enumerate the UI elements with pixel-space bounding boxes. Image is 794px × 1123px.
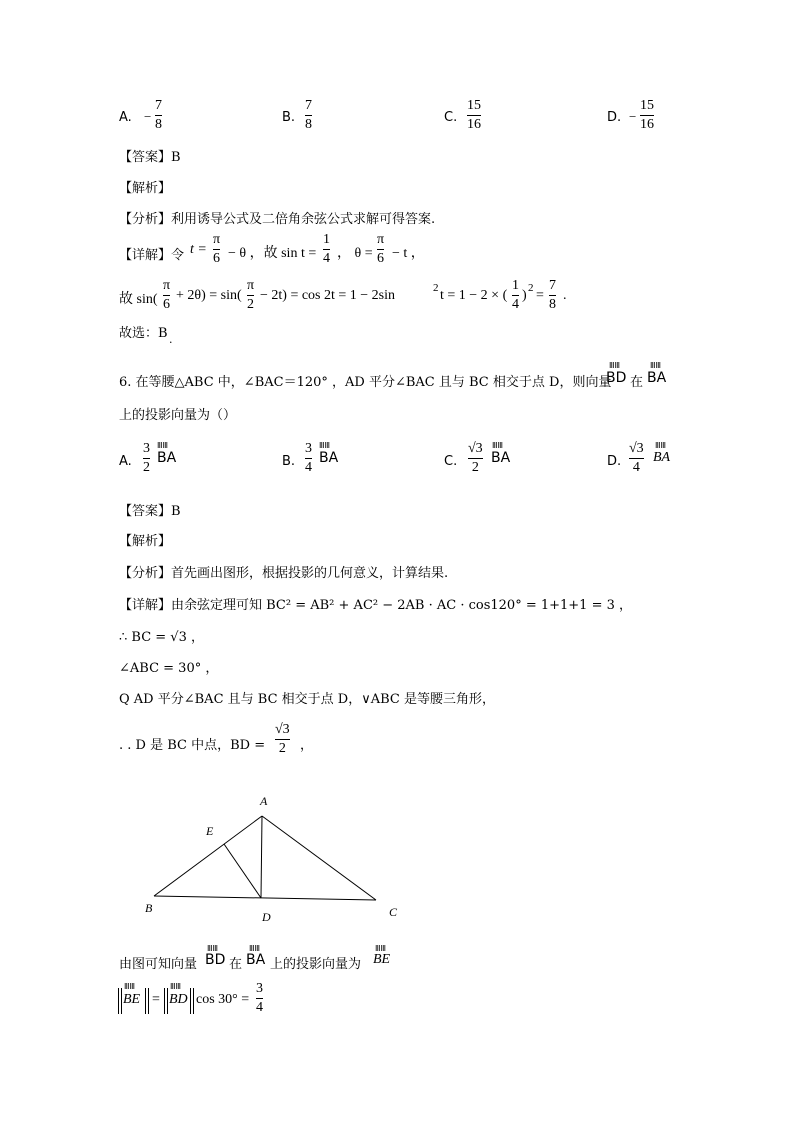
q6-option-d-label: D.: [607, 454, 622, 469]
conclusion-arrow-bd: ⅢⅢ: [207, 944, 219, 953]
denominator: 2: [247, 297, 255, 312]
segment-ad: [261, 816, 262, 898]
denominator: 2: [471, 460, 479, 475]
q6-option-a-vec: BA: [157, 450, 177, 466]
line2-frac-7-8: [549, 278, 556, 313]
option-d-sign: −: [629, 109, 637, 124]
conclusion-arrow-be: ⅢⅢ: [375, 944, 387, 953]
line2-frac-1-4: [512, 278, 519, 313]
denominator: 6: [213, 251, 221, 266]
choose-dot: .: [169, 333, 173, 346]
analysis-fenxi: 【分析】利用诱导公式及二倍角余弦公式求解可得答案.: [119, 212, 436, 227]
label-d: D: [262, 910, 271, 924]
q6-option-d-arrow: ⅢⅢ: [655, 441, 667, 450]
option-d-fraction: [640, 98, 654, 133]
eq-equals: =: [152, 992, 160, 1007]
choose-line: 故选：B: [119, 326, 168, 341]
numerator: 15: [640, 98, 654, 113]
q6-line-angle: ∠ABC = 30° ，: [119, 661, 219, 676]
denominator: 4: [256, 1000, 263, 1015]
q6-answer: 【答案】B: [119, 504, 181, 519]
eq-vec-bd: BD: [169, 992, 188, 1007]
q6-option-b-label: B.: [282, 454, 296, 469]
q6-bd-fraction: [275, 722, 290, 757]
denominator: 4: [632, 460, 640, 475]
q6-option-d-vec: BA: [653, 450, 671, 465]
denominator: 2: [143, 460, 150, 475]
detail-theta: − θ ，故 sin t =: [228, 246, 317, 261]
label-c: C: [389, 905, 398, 919]
line2-f: =: [536, 288, 544, 303]
q6-stem-1: 6. 在等腰△ABC 中，∠BAC＝120° ，AD 平分∠BAC 且与 BC 相交于点 D，则向量: [119, 375, 612, 390]
q6-fenxi: 【分析】首先画出图形，根据投影的几何意义，计算结果.: [119, 566, 449, 581]
label-e: E: [206, 824, 214, 838]
detail-frac-1-4: [323, 232, 330, 267]
triangle-figure: [140, 788, 410, 928]
vec-arrow-bd: ⅢⅢ: [609, 361, 621, 370]
line2-frac-pi6: [163, 278, 170, 313]
line2-frac-pi2: [247, 278, 254, 313]
numerator: 1: [323, 232, 330, 247]
side-bc: [154, 896, 376, 900]
denominator: 4: [305, 460, 312, 475]
conclusion-vec-be: BE: [373, 952, 391, 967]
abs-bar-left: [118, 988, 122, 1014]
abs-bar-right: [145, 988, 149, 1014]
eq-fraction: [256, 981, 263, 1016]
numerator: π: [163, 278, 171, 293]
q6-conclusion-b: 在: [229, 957, 243, 972]
numerator: √3: [629, 441, 644, 456]
q6-option-a-arrow: ⅢⅢ: [157, 441, 169, 450]
q6-conclusion-c: 上的投影向量为: [270, 957, 362, 972]
detail-prefix: 【详解】令: [119, 248, 185, 263]
label-b: B: [145, 901, 153, 915]
numerator: 7: [305, 98, 312, 113]
line2-d: t = 1 − 2 × (: [440, 288, 508, 303]
q6-detail: 【详解】由余弦定理可知 BC² = AB² + AC² − 2AB · AC · cos120° = 1+1+1 = 3 ，: [119, 598, 633, 613]
q6-vec-ba: BA: [647, 370, 667, 386]
q6-line-comma: ，: [300, 738, 314, 753]
label-a: A: [260, 794, 268, 808]
q6-line-bc: ∴ BC = √3 ，: [119, 630, 204, 645]
q6-option-a-fraction: [143, 441, 150, 476]
detail-frac-pi6-b: [377, 232, 384, 267]
option-a-fraction: [155, 98, 162, 133]
line2-g: .: [563, 288, 567, 303]
q6-option-c-label: C.: [444, 454, 458, 469]
option-b-fraction: [305, 98, 312, 133]
analysis-heading: 【解析】: [119, 181, 172, 196]
numerator: π: [377, 232, 385, 247]
option-c-fraction: [467, 98, 481, 133]
vec-arrow-ba: ⅢⅢ: [650, 361, 662, 370]
q6-option-b-arrow: ⅢⅢ: [319, 441, 331, 450]
option-a-label: A.: [119, 110, 132, 125]
option-c-label: C.: [444, 110, 458, 125]
denominator: 4: [323, 251, 330, 266]
q6-stem-mid: 在: [630, 375, 644, 390]
denominator: 4: [512, 297, 519, 312]
denominator: 8: [155, 117, 162, 132]
denominator: 6: [163, 297, 171, 312]
q6-option-b-vec: BA: [319, 450, 339, 466]
denominator: 8: [305, 117, 312, 132]
numerator: 15: [467, 98, 481, 113]
numerator: √3: [468, 441, 483, 456]
conclusion-arrow-ba: ⅢⅢ: [249, 944, 261, 953]
numerator: 3: [256, 981, 263, 996]
eq-arrow-bd: ⅢⅢ: [170, 982, 182, 991]
q6-line-midpoint: . . D 是 BC 中点，BD =: [119, 738, 266, 753]
q6-line-because: Q AD 平分∠BAC 且与 BC 相交于点 D，∨ABC 是等腰三角形，: [119, 692, 495, 707]
line2-c: − 2t) = cos 2t = 1 − 2sin: [260, 288, 396, 303]
conclusion-vec-bd: BD: [205, 952, 226, 968]
detail-frac-pi6: [213, 232, 220, 267]
q6-vec-bd: BD: [606, 370, 627, 386]
numerator: 3: [305, 441, 312, 456]
q6-option-c-vec: BA: [491, 450, 511, 466]
detail-theta2: ， θ =: [337, 246, 373, 261]
denominator: 16: [640, 117, 654, 132]
q6-option-b-fraction: [305, 441, 312, 476]
line2-sup: 2: [433, 282, 439, 294]
q6-analysis-head: 【解析】: [119, 534, 172, 549]
abs-bar-left-2: [164, 988, 168, 1014]
line2-a: 故 sin(: [119, 292, 158, 307]
denominator: 2: [278, 741, 286, 756]
option-b-label: B.: [282, 110, 296, 125]
denominator: 8: [549, 297, 556, 312]
q6-conclusion-a: 由图可知向量: [119, 957, 198, 972]
abs-bar-right-2: [190, 988, 194, 1014]
eq-vec-be: BE: [123, 992, 141, 1007]
numerator: π: [213, 232, 221, 247]
line2-e: ): [522, 288, 527, 303]
numerator: π: [247, 278, 255, 293]
line2-sup2: 2: [528, 282, 534, 294]
denominator: 6: [377, 251, 385, 266]
segment-de: [224, 844, 261, 898]
numerator: 7: [549, 278, 556, 293]
q6-option-c-arrow: ⅢⅢ: [492, 441, 504, 450]
eq-arrow-be: ⅢⅢ: [124, 982, 136, 991]
q6-option-a-label: A.: [119, 454, 132, 469]
q6-option-c-fraction: [468, 441, 483, 476]
side-ac: [262, 816, 376, 900]
numerator: √3: [275, 722, 290, 737]
line2-b: + 2θ) = sin(: [176, 288, 242, 303]
eq-cos: cos 30° =: [196, 992, 250, 1007]
detail-t: t =: [190, 242, 207, 257]
numerator: 7: [155, 98, 162, 113]
numerator: 3: [143, 441, 150, 456]
conclusion-vec-ba: BA: [246, 952, 266, 968]
q6-option-d-fraction: [629, 441, 644, 476]
denominator: 16: [467, 117, 481, 132]
q6-stem-2: 上的投影向量为（）: [119, 408, 237, 423]
answer-line: 【答案】B: [119, 150, 181, 165]
option-a-sign: −: [144, 109, 152, 124]
numerator: 1: [512, 278, 519, 293]
option-d-label: D.: [607, 110, 622, 125]
detail-end: − t ，: [392, 246, 425, 261]
